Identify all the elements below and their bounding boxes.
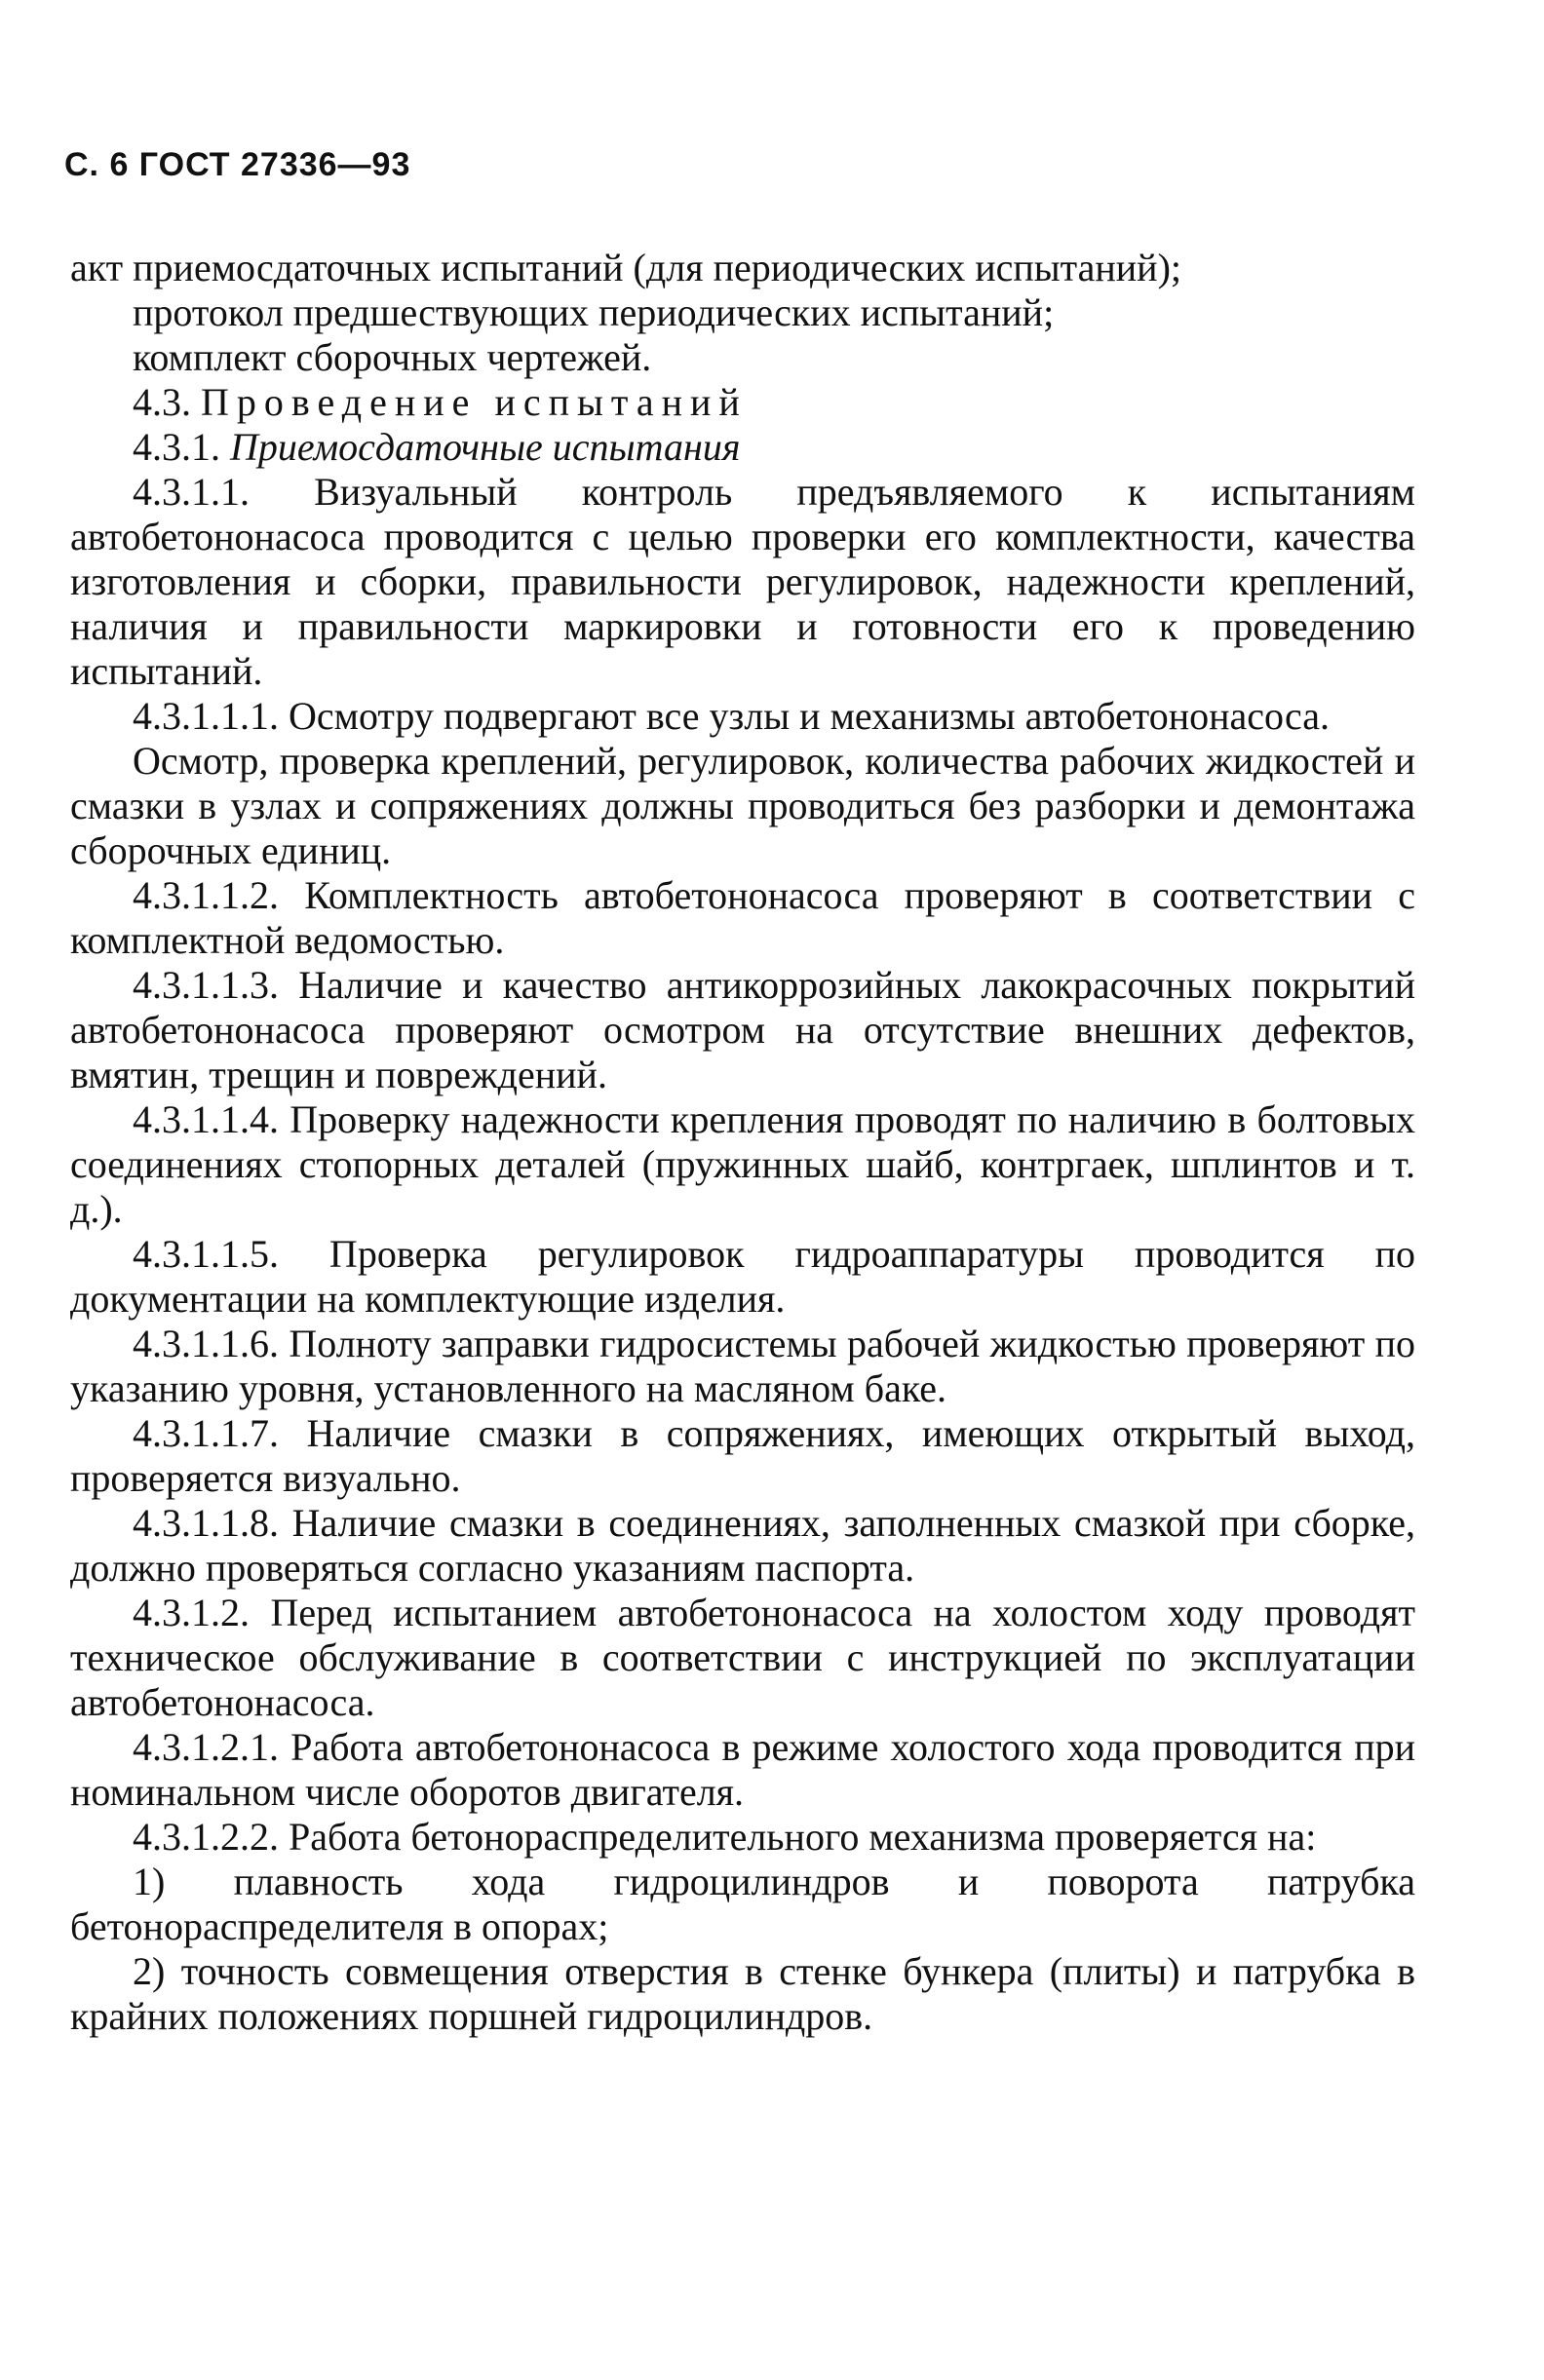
item-4-3-1-1-3: 4.3.1.1.3. Наличие и качество антикоррозийных лакокрасочных покрытий автобетононасоса проверяют осмотром на отсутствие внешних дефектов, вмятин, трещин и повреждений. <box>70 963 1415 1096</box>
paragraph-protocol: протокол предшествующих периодических испытаний; <box>133 290 1055 334</box>
item-4-3-1-1-4: 4.3.1.1.4. Проверку надежности крепления проводят по наличию в болтовых соединениях стопорных деталей (пружинных шайб, контргаек, шплинтов и т. д.). <box>70 1097 1415 1231</box>
item-4-3-1-1: 4.3.1.1. Визуальный контроль предъявляемого к испытаниям автобетононасоса проводится с целью проверки его комплектности, качества изготовления и сборки, правильности регулировок, надежности креплений, наличия и правильности маркировки и готовности его к проведению испытаний. <box>70 470 1415 693</box>
page-header: С. 6 ГОСТ 27336—93 <box>64 146 411 183</box>
item-4-3-1-2: 4.3.1.2. Перед испытанием автобетононасоса на холостом ходу проводят техническое обслуживание в соответствии с инструкцией по эксплуатации автобетононасоса. <box>70 1591 1415 1724</box>
item-4-3-1-1-5: 4.3.1.1.5. Проверка регулировок гидроаппаратуры проводится по документации на комплектующие изделия. <box>70 1232 1415 1321</box>
list-item-1: 1) плавность хода гидроцилиндров и поворота патрубка бетонораспределителя в опорах; <box>70 1860 1415 1948</box>
list-item-2: 2) точность совмещения отверстия в стенке бункера (плиты) и патрубка в крайних положениях поршней гидроцилиндров. <box>70 1949 1415 2038</box>
item-4-3-1-1-6: 4.3.1.1.6. Полноту заправки гидросистемы рабочей жидкостью проверяют по указанию уровня, установленного на масляном баке. <box>70 1322 1415 1410</box>
item-4-3-1-1-8: 4.3.1.1.8. Наличие смазки в соединениях, заполненных смазкой при сборке, должно проверяться согласно указаниям паспорта. <box>70 1501 1415 1590</box>
item-4-3-1-2-2: 4.3.1.2.2. Работа бетонораспределительного механизма проверяется на: <box>133 1815 1317 1859</box>
item-4-3-1-2-1: 4.3.1.2.1. Работа автобетононасоса в режиме холостого хода проводится при номинальном числе оборотов двигателя. <box>70 1725 1415 1814</box>
section-heading <box>70 380 1415 425</box>
item-4-3-1-1-2: 4.3.1.1.2. Комплектность автобетононасоса проверяют в соответствии с комплектной ведомостью. <box>70 873 1415 962</box>
subsection-title: Приемосдаточные испытания <box>230 425 741 469</box>
item-4-3-1-1-7: 4.3.1.1.7. Наличие смазки в сопряжениях, имеющих открытый выход, проверяется визуально. <box>70 1411 1415 1500</box>
item-4-3-1-1-1: 4.3.1.1.1. Осмотру подвергают все узлы и механизмы автобетононасоса. <box>133 694 1331 738</box>
subsection-heading <box>70 425 1415 470</box>
section-title: Проведение испытаний <box>201 380 748 424</box>
paragraph-act: акт приемосдаточных испытаний (для периодических испытаний); <box>70 246 1182 289</box>
paragraph-drawings: комплект сборочных чертежей. <box>133 335 652 379</box>
document-body <box>70 246 1415 2039</box>
subsection-number: 4.3.1. <box>133 425 220 469</box>
section-number: 4.3. <box>133 380 191 424</box>
paragraph-inspection: Осмотр, проверка креплений, регулировок, количества рабочих жидкостей и смазки в узлах и сопряжениях должны проводиться без разборки и демонтажа сборочных единиц. <box>70 739 1415 872</box>
